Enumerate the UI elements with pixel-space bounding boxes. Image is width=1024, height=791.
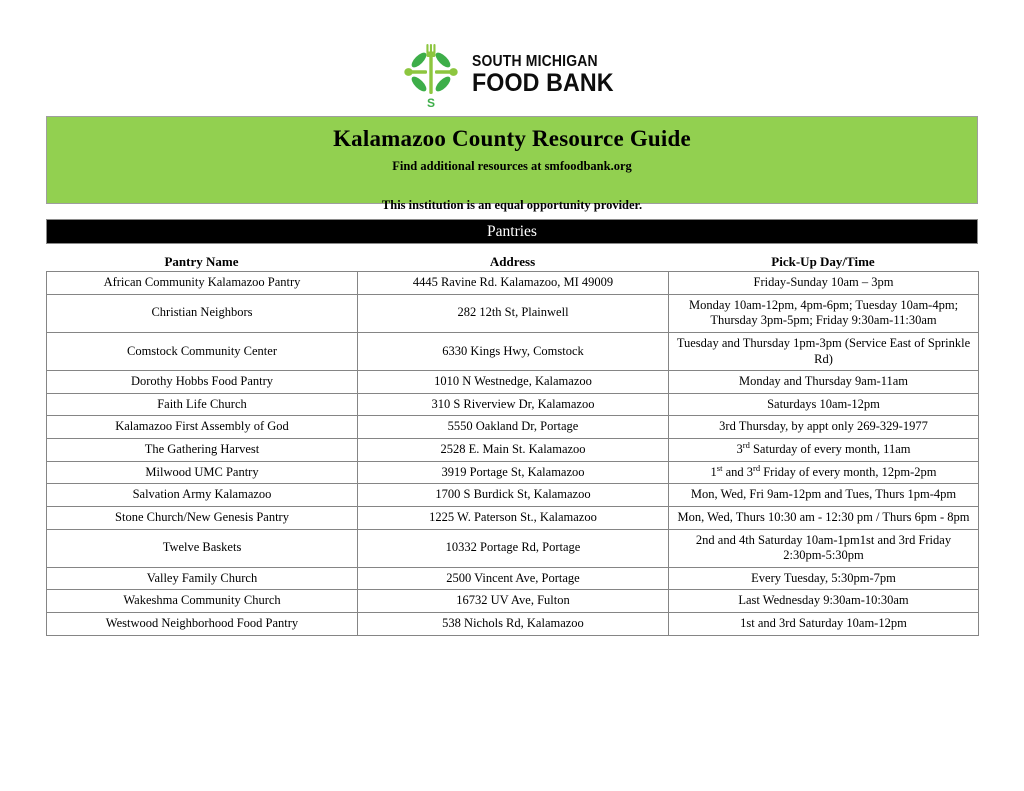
logo-line-south-michigan: SOUTH MICHIGAN (471, 52, 598, 70)
table-row (47, 461, 979, 484)
logo-line-food-bank: FOOD BANK (471, 69, 614, 98)
cell-pantry-name: Comstock Community Center (47, 332, 358, 370)
table-column-headers (46, 254, 978, 270)
cell-pickup-time: Mon, Wed, Fri 9am-12pm and Tues, Thurs 1pm-4pm (669, 484, 979, 507)
table-row (47, 393, 979, 416)
table-row (47, 613, 979, 636)
table-row (47, 529, 979, 567)
table-row (47, 567, 979, 590)
cell-address: 16732 UV Ave, Fulton (358, 590, 669, 613)
cell-address: 6330 Kings Hwy, Comstock (358, 332, 669, 370)
cell-pantry-name: Stone Church/New Genesis Pantry (47, 506, 358, 529)
pantries-table (46, 271, 979, 636)
table-row (47, 371, 979, 394)
column-header-pantry-name: Pantry Name (164, 254, 239, 269)
banner-subtitle: Find additional resources at smfoodbank.org (392, 159, 632, 174)
cell-pickup-time: Tuesday and Thursday 1pm-3pm (Service East of Sprinkle Rd) (669, 332, 979, 370)
cell-pickup-time: 1st and 3rd Saturday 10am-12pm (669, 613, 979, 636)
cell-pickup-time: Monday 10am-12pm, 4pm-6pm; Tuesday 10am-4pm; Thursday 3pm-5pm; Friday 9:30am-11:30am (669, 294, 979, 332)
table-row (47, 506, 979, 529)
food-bank-logo-mark-icon (400, 40, 462, 110)
cell-address: 5550 Oakland Dr, Portage (358, 416, 669, 439)
table-row (47, 439, 979, 462)
logo-wordmark (472, 54, 624, 97)
table-row (47, 416, 979, 439)
cell-address: 3919 Portage St, Kalamazoo (358, 461, 669, 484)
cell-pickup-time: 2nd and 4th Saturday 10am-1pm1st and 3rd Friday 2:30pm-5:30pm (669, 529, 979, 567)
cell-address: 538 Nichols Rd, Kalamazoo (358, 613, 669, 636)
cell-pantry-name: Milwood UMC Pantry (47, 461, 358, 484)
cell-pantry-name: Twelve Baskets (47, 529, 358, 567)
equal-opportunity-notice: This institution is an equal opportunity provider. (381, 198, 643, 213)
cell-pickup-time: Monday and Thursday 9am-11am (669, 371, 979, 394)
cell-pantry-name: Christian Neighbors (47, 294, 358, 332)
table-row (47, 332, 979, 370)
cell-pantry-name: African Community Kalamazoo Pantry (47, 272, 358, 295)
cell-pickup-time: 3rd Thursday, by appt only 269-329-1977 (669, 416, 979, 439)
cell-pantry-name: Westwood Neighborhood Food Pantry (47, 613, 358, 636)
cell-pantry-name: Valley Family Church (47, 567, 358, 590)
svg-text:S: S (426, 96, 435, 110)
cell-pickup-time: 3rd Saturday of every month, 11am (669, 439, 979, 462)
pantries-table-body (47, 272, 979, 636)
page-title: Kalamazoo County Resource Guide (333, 126, 691, 151)
cell-pantry-name: Faith Life Church (47, 393, 358, 416)
table-row (47, 484, 979, 507)
cell-pantry-name: Wakeshma Community Church (47, 590, 358, 613)
cell-address: 310 S Riverview Dr, Kalamazoo (358, 393, 669, 416)
cell-pantry-name: Dorothy Hobbs Food Pantry (47, 371, 358, 394)
organization-logo (0, 40, 1024, 110)
column-header-address: Address (489, 254, 536, 269)
cell-address: 1700 S Burdick St, Kalamazoo (358, 484, 669, 507)
cell-address: 4445 Ravine Rd. Kalamazoo, MI 49009 (358, 272, 669, 295)
cell-address: 1225 W. Paterson St., Kalamazoo (358, 506, 669, 529)
cell-pantry-name: The Gathering Harvest (47, 439, 358, 462)
table-row (47, 272, 979, 295)
section-header-pantries: Pantries (46, 219, 978, 244)
cell-address: 282 12th St, Plainwell (358, 294, 669, 332)
table-row (47, 590, 979, 613)
cell-address: 2500 Vincent Ave, Portage (358, 567, 669, 590)
cell-pantry-name: Salvation Army Kalamazoo (47, 484, 358, 507)
cell-pickup-time: 1st and 3rd Friday of every month, 12pm-2pm (669, 461, 979, 484)
cell-pickup-time: Last Wednesday 9:30am-10:30am (669, 590, 979, 613)
guide-header-banner (46, 116, 978, 213)
cell-pickup-time: Every Tuesday, 5:30pm-7pm (669, 567, 979, 590)
cell-address: 10332 Portage Rd, Portage (358, 529, 669, 567)
cell-pantry-name: Kalamazoo First Assembly of God (47, 416, 358, 439)
column-header-pickup-time: Pick-Up Day/Time (771, 254, 875, 269)
table-row (47, 294, 979, 332)
cell-address: 1010 N Westnedge, Kalamazoo (358, 371, 669, 394)
cell-pickup-time: Mon, Wed, Thurs 10:30 am - 12:30 pm / Thurs 6pm - 8pm (669, 506, 979, 529)
cell-pickup-time: Friday-Sunday 10am – 3pm (669, 272, 979, 295)
cell-pickup-time: Saturdays 10am-12pm (669, 393, 979, 416)
cell-address: 2528 E. Main St. Kalamazoo (358, 439, 669, 462)
